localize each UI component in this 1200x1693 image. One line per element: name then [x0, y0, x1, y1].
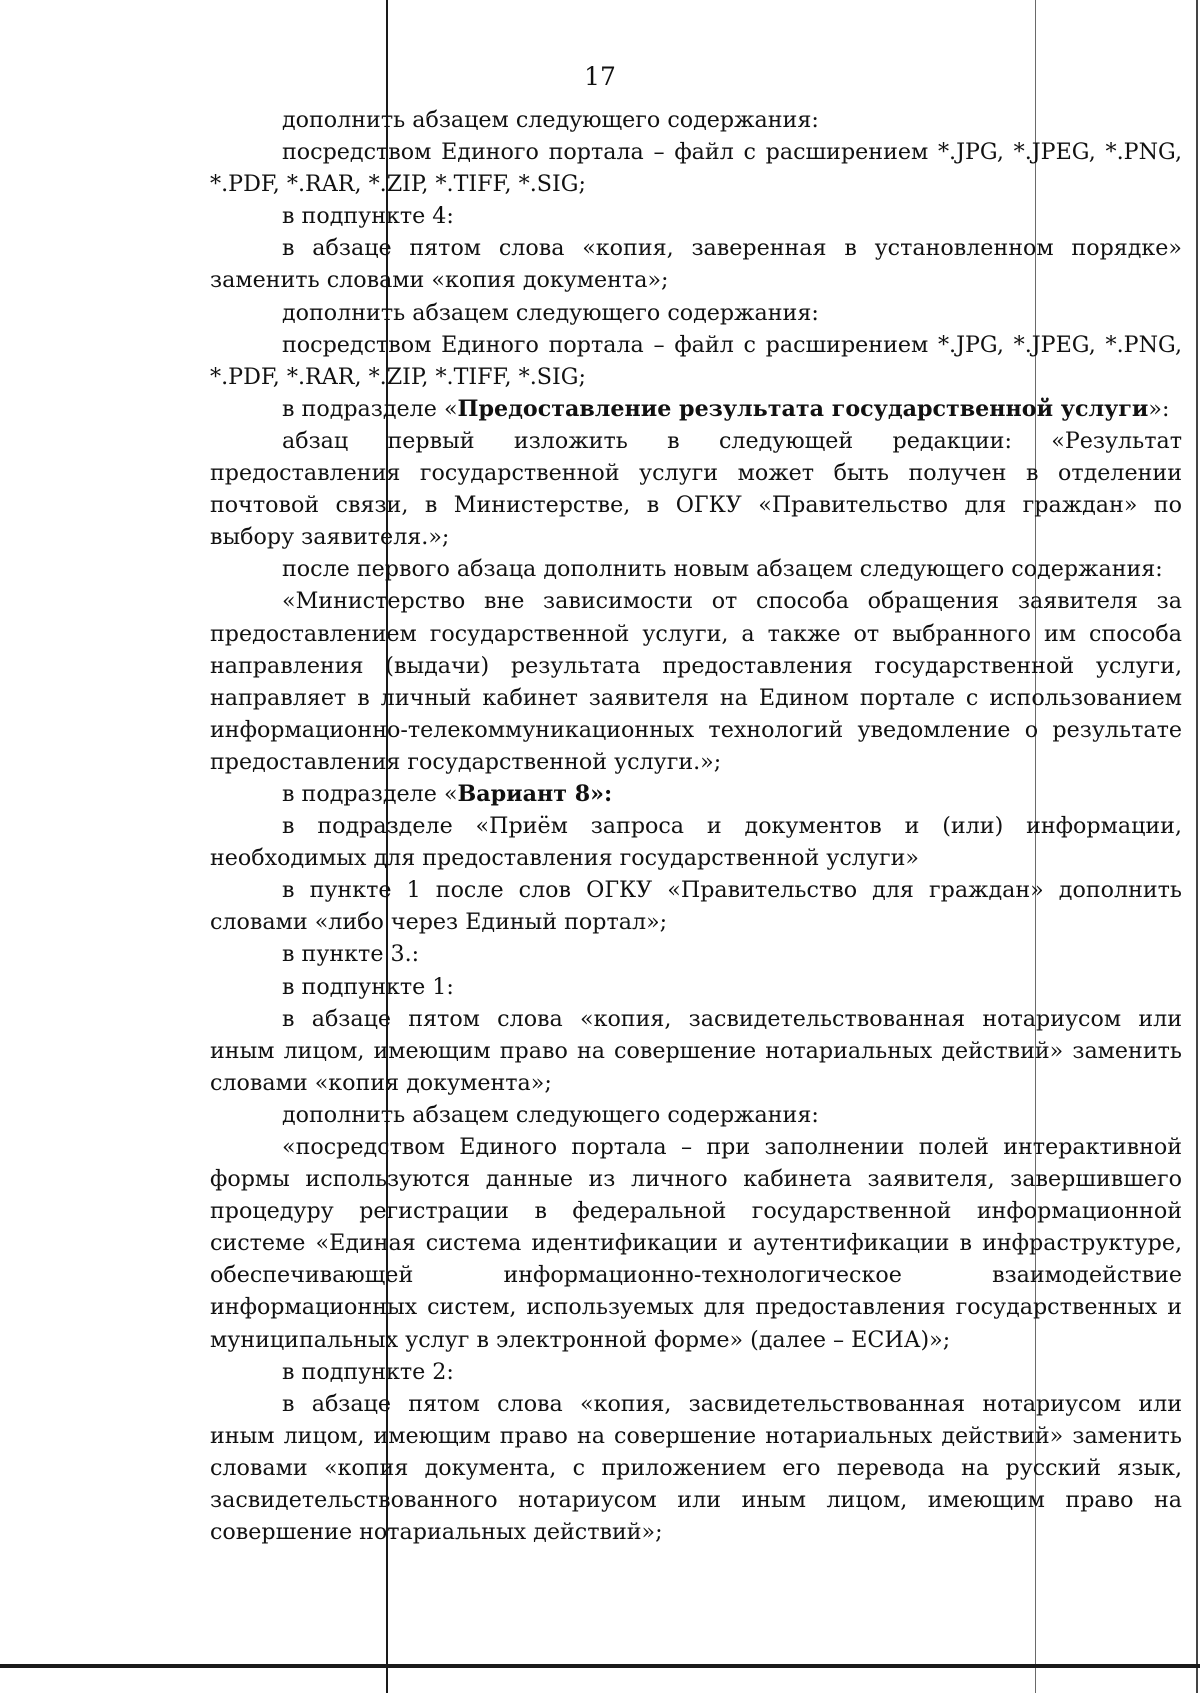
paragraph: в пункте 1 после слов ОГКУ «Правительство для граждан» дополнить словами «либо через Единый портал»;	[210, 877, 1182, 936]
paragraph: в абзаце пятом слова «копия, заверенная в установленном порядке» заменить словами «копия документа»;	[210, 235, 1182, 294]
subsection-title-bold: Вариант 8»:	[457, 780, 613, 807]
paragraph: дополнить абзацем следующего содержания:	[282, 1101, 819, 1128]
paragraph-text: в подразделе «	[282, 780, 458, 807]
paragraph: в подразделе «Приём запроса и документов и (или) информации, необходимых для предоставления государственной услуги»	[210, 813, 1182, 872]
scan-page-edge	[1196, 0, 1198, 1693]
paragraph: абзац первый изложить в следующей редакции: «Результат предоставления государственной услуги может быть получен в отделении почтовой связи, в Министерстве, в ОГКУ «Правительство для граждан» по выбору заявителя.»;	[210, 427, 1182, 551]
paragraph-text: »:	[1148, 395, 1170, 422]
paragraph: в абзаце пятом слова «копия, засвидетельствованная нотариусом или иным лицом, имеющим право на совершение нотариальных действий» заменить словами «копия документа»;	[210, 1005, 1182, 1096]
paragraph: в подпункте 1:	[282, 973, 454, 1000]
document-body	[210, 104, 1182, 1548]
paragraph: дополнить абзацем следующего содержания:	[282, 299, 819, 326]
scan-bottom-border	[0, 1664, 1200, 1668]
paragraph: дополнить абзацем следующего содержания:	[282, 107, 819, 133]
paragraph: «посредством Единого портала – при заполнении полей интерактивной формы используются данные из личного кабинета заявителя, завершившего процедуру регистрации в федеральной государственной информационной системе «Единая система идентификации и аутентификации в инфраструктуре, обеспечивающей информационно-технологическое взаимодействие информационных систем, используемых для предоставления государственных и муниципальных услуг в электронной форме» (далее – ЕСИА)»;	[210, 1134, 1182, 1353]
paragraph-subsection-heading	[210, 778, 1182, 810]
paragraph: в пункте 3.:	[282, 941, 420, 968]
paragraph: посредством Единого портала – файл с расширением *.JPG, *.JPEG, *.PNG, *.PDF, *.RAR, *.ZIP, *.TIFF, *.SIG;	[210, 331, 1182, 390]
paragraph-text: в подразделе «	[282, 395, 458, 422]
subsection-title-bold: Предоставление результата государственной услуги	[457, 395, 1149, 422]
paragraph: после первого абзаца дополнить новым абзацем следующего содержания:	[282, 556, 1163, 583]
paragraph: «Министерство вне зависимости от способа обращения заявителя за предоставлением государственной услуги, а также от выбранного им способа направления (выдачи) результата предоставления государственной услуги, направляет в личный кабинет заявителя на Едином портале с использованием информационно-телекоммуникационных технологий уведомление о результате предоставления государственной услуги.»;	[210, 588, 1182, 775]
page-number: 17	[584, 62, 616, 91]
paragraph: в абзаце пятом слова «копия, засвидетельствованная нотариусом или иным лицом, имеющим право на совершение нотариальных действий» заменить словами «копия документа, с приложением его перевода на русский язык, засвидетельствованного нотариусом или иным лицом, имеющим право на совершение нотариальных действий»;	[210, 1390, 1182, 1546]
paragraph: посредством Единого портала – файл с расширением *.JPG, *.JPEG, *.PNG, *.PDF, *.RAR, *.ZIP, *.TIFF, *.SIG;	[210, 139, 1182, 198]
paragraph: в подпункте 2:	[282, 1358, 454, 1385]
paragraph-subsection-heading	[210, 393, 1182, 425]
paragraph: в подпункте 4:	[282, 203, 454, 230]
